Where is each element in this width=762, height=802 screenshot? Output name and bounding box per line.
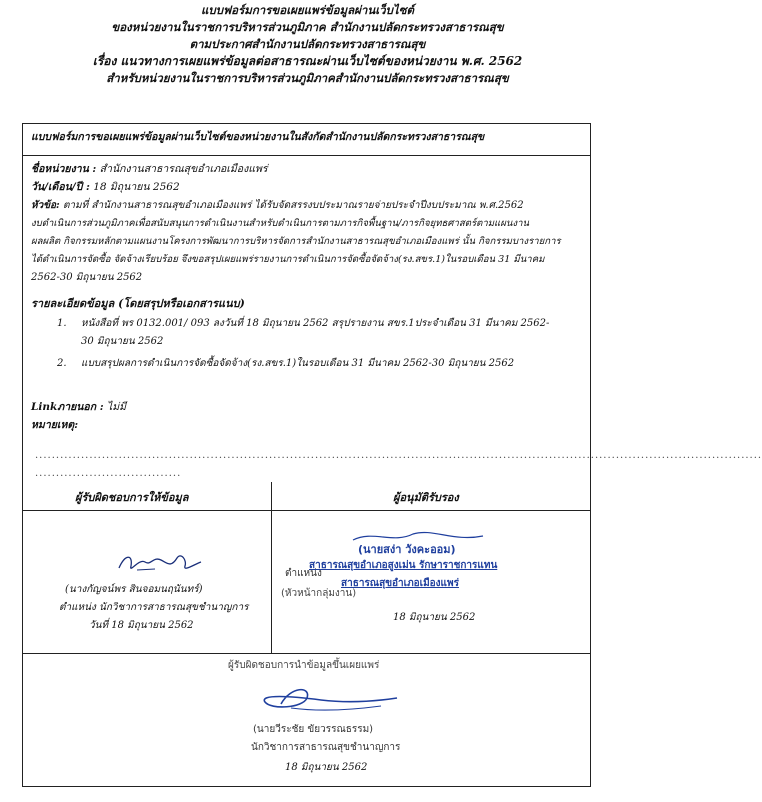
bottom-sign-title: ผู้รับผิดชอบการนำข้อมูลขึ้นเผยแพร่ <box>228 660 380 671</box>
item-1-line-1: หนังสือที่ พร 0132.001/ 093 ลงวันที่ 18 มิถุนายน 2562 สรุปรายงาน สขร.1ประจำเดือน 31 มีนาคม 2562- <box>81 318 550 329</box>
right-sign-title: ผู้อนุมัติรับรอง <box>393 491 459 504</box>
link-value: ไม่มี <box>106 401 127 413</box>
bottom-sign-position: นักวิชาการสาธารณสุขชำนาญการ <box>251 742 401 753</box>
header-line-3: ตามประกาศสำนักงานปลัดกระทรวงสาธารณสุข <box>189 37 426 51</box>
subject-label: หัวข้อ: <box>31 200 60 211</box>
publisher-band <box>23 654 590 788</box>
agency-label: ชื่อหน่วยงาน : <box>31 163 97 175</box>
item-2-num: 2. <box>57 358 67 369</box>
header-line-1: แบบฟอร์มการขอเผยแพร่ข้อมูลผ่านเว็บไซต์ <box>201 3 414 17</box>
form-content-band <box>23 156 762 511</box>
form-section-title: แบบฟอร์มการขอเผยแพร่ข้อมูลผ่านเว็บไซต์ของหน่วยงานในสังกัดสำนักงานปลัดกระทรวงสาธารณสุข <box>31 131 485 143</box>
approver-position-label: ตำแหน่ง <box>285 568 322 579</box>
signature-divider <box>271 482 272 653</box>
date-row <box>31 180 180 195</box>
subject-line-3: ผลผลิต กิจกรรมหลักตามแผนงานโครงการพัฒนาการบริหารจัดการสำนักงานสาธารณสุขอำเภอเมืองแพร่ นั้น กิจกรรมบางรายการ <box>31 236 561 247</box>
approver-stamp-line-1: สาธารณสุขอำเภอสูงเม่น รักษาราชการแทน <box>309 560 498 571</box>
note-dots-line-1: .............................................................................................................................................................................. <box>35 450 762 461</box>
subject-line-1: ตามที่ สำนักงานสาธารณสุขอำเภอเมืองแพร่ ได้รับจัดสรรงบประมาณรายจ่ายประจำปีงบประมาณ พ.ศ.2562 <box>62 200 524 211</box>
left-signature-scribble <box>115 548 205 576</box>
date-label: วัน/เดือน/ปี : <box>31 181 90 193</box>
link-row <box>31 400 126 415</box>
subject-line-4: ได้ดำเนินการจัดซื้อ จัดจ้างเรียบร้อย จึงขอสรุปเผยแพร่รายงานการดำเนินการจัดซื้อจัดจ้าง(รง.สขร.1)ในรอบเดือน 31 มีนาคม <box>31 254 545 265</box>
approver-stamp-line-2: สาธารณสุขอำเภอเมืองแพร่ <box>341 578 459 589</box>
item-1-num: 1. <box>57 318 67 329</box>
details-label: รายละเอียดข้อมูล (โดยสรุปหรือเอกสารแนบ) <box>31 297 245 310</box>
approver-group-label: (หัวหน้ากลุ่มงาน) <box>281 588 357 599</box>
agency-value: สำนักงานสาธารณสุขอำเภอเมืองแพร่ <box>99 163 268 175</box>
date-value: 18 มิถุนายน 2562 <box>93 181 180 193</box>
header-line-5: สำหรับหน่วยงานในราชการบริหารส่วนภูมิภาคสำนักงานปลัดกระทรวงสาธารณสุข <box>106 71 509 85</box>
left-sign-title: ผู้รับผิดชอบการให้ข้อมูล <box>75 491 189 504</box>
right-sign-date: 18 มิถุนายน 2562 <box>393 612 476 623</box>
item-1-line-2: 30 มิถุนายน 2562 <box>81 336 164 347</box>
form-title-band <box>23 124 590 156</box>
note-label: หมายเหตุ: <box>31 419 79 431</box>
left-sign-position: ตำแหน่ง นักวิชาการสาธารณสุขชำนาญการ <box>59 602 249 613</box>
note-dots-line-2: ................................... <box>35 468 182 479</box>
item-2-text: แบบสรุปผลการดำเนินการจัดซื้อจัดจ้าง(รง.สขร.1)ในรอบเดือน 31 มีนาคม 2562-30 มิถุนายน 2562 <box>81 358 515 369</box>
header-line-4: เรื่อง แนวทางการเผยแพร่ข้อมูลต่อสาธารณะผ่านเว็บไซต์ของหน่วยงาน พ.ศ. 2562 <box>92 54 523 68</box>
bottom-signature-scribble <box>251 678 401 718</box>
subject-line-5: 2562-30 มิถุนายน 2562 <box>31 272 143 283</box>
left-sign-date: วันที่ 18 มิถุนายน 2562 <box>89 620 194 631</box>
header-line-2: ของหน่วยงานในราชการบริหารส่วนภูมิภาค สำนักงานปลัดกระทรวงสาธารณสุข <box>111 20 504 34</box>
bottom-sign-date: 18 มิถุนายน 2562 <box>285 762 368 773</box>
approver-stamp-name: (นายสง่า วังคะออม) <box>358 543 456 556</box>
left-sign-name: (นางกัญจน์พร สินจอมนฤนันทร์) <box>65 584 203 595</box>
link-label: Linkภายนอก : <box>31 401 104 413</box>
form-sheet <box>22 123 762 787</box>
subject-line-2: งบดำเนินการส่วนภูมิภาคเพื่อสนับสนุนการดำเนินงานสำหรับดำเนินการตามภารกิจพื้นฐาน/ภารกิจยุทธศาสตร์ตามแผนงาน <box>31 218 530 229</box>
agency-row <box>31 162 268 177</box>
subject-row <box>31 198 586 213</box>
bottom-sign-name: (นายวีระชัย ขัยวรรณธรรม) <box>253 724 374 735</box>
signature-band <box>23 482 590 654</box>
